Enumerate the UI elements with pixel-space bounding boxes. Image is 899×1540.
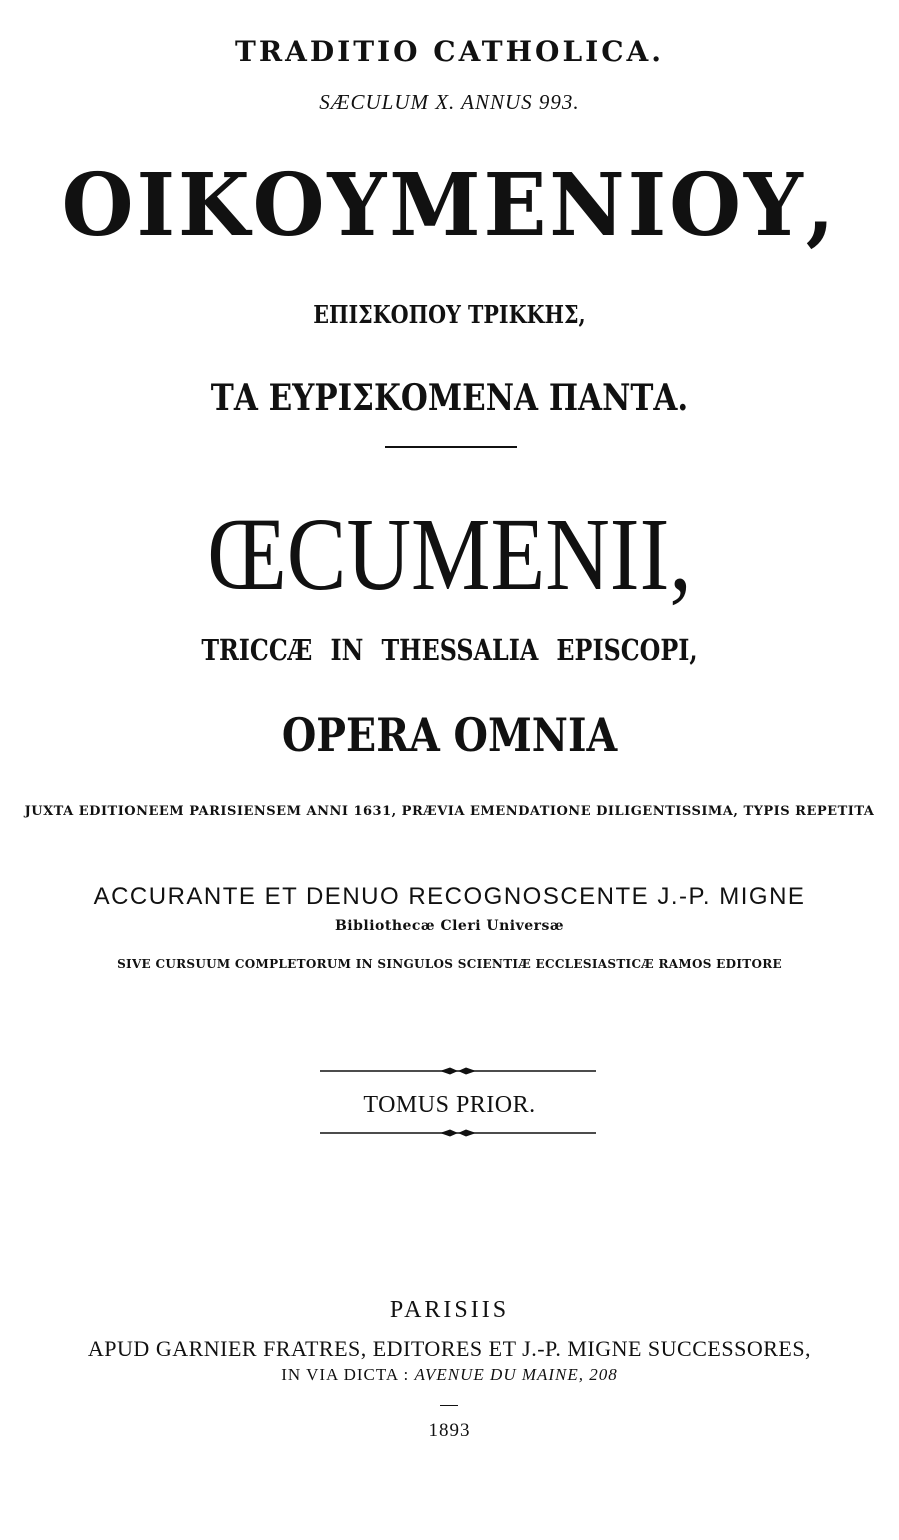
ornamental-rule-bottom [320, 1128, 596, 1138]
imprint-city: PARISIIS [389, 1297, 510, 1323]
latin-author-subtitle: TRICCÆ IN THESSALIA EPISCOPI, [201, 633, 698, 667]
edition-note: JUXTA EDITIONEEM PARISIENSEM ANNI 1631, PRÆVIA EMENDATIONE DILIGENTISSIMA, TYPIS REPETITA [24, 804, 875, 819]
imprint-address-street: AVENUE DU MAINE, 208 [414, 1365, 618, 1384]
imprint-address [0, 1366, 899, 1383]
greek-author-title: ΟΙΚΟΥΜΕΝΙΟΥ, [61, 155, 838, 256]
greek-author-subtitle: ΕΠΙΣΚΟΠΟΥ ΤΡΙΚΚΗΣ, [313, 300, 586, 329]
cursuum-line: SIVE CURSUUM COMPLETORUM IN SINGULOS SCIENTIÆ ECCLESIASTICÆ RAMOS EDITORE [117, 957, 782, 971]
series-title: TRADITIO CATHOLICA. [235, 35, 664, 68]
imprint-year: 1893 [428, 1420, 471, 1441]
imprint-address-prefix: IN VIA DICTA : [281, 1365, 410, 1384]
bibliotheca-line: Bibliothecæ Cleri Universæ [334, 918, 565, 934]
ornamental-rule-top [320, 1066, 596, 1076]
short-dash-rule [440, 1405, 458, 1406]
volume-label: TOMUS PRIOR. [363, 1092, 536, 1118]
greek-works-title: ΤΑ ΕΥΡΙΣΚΟΜΕΝΑ ΠΑΝΤΑ. [210, 377, 689, 419]
imprint-publisher: APUD GARNIER FRATRES, EDITORES ET J.-P. MIGNE SUCCESSORES, [87, 1336, 812, 1361]
century-year-line: SÆCULUM X. ANNUS 993. [319, 90, 580, 114]
latin-author-title: ŒCUMENII, [207, 497, 692, 612]
editor-line: ACCURANTE ET DENUO RECOGNOSCENTE J.-P. MIGNE [93, 883, 806, 910]
separator-rule [385, 446, 517, 448]
latin-works-title: OPERA OMNIA [281, 708, 618, 762]
